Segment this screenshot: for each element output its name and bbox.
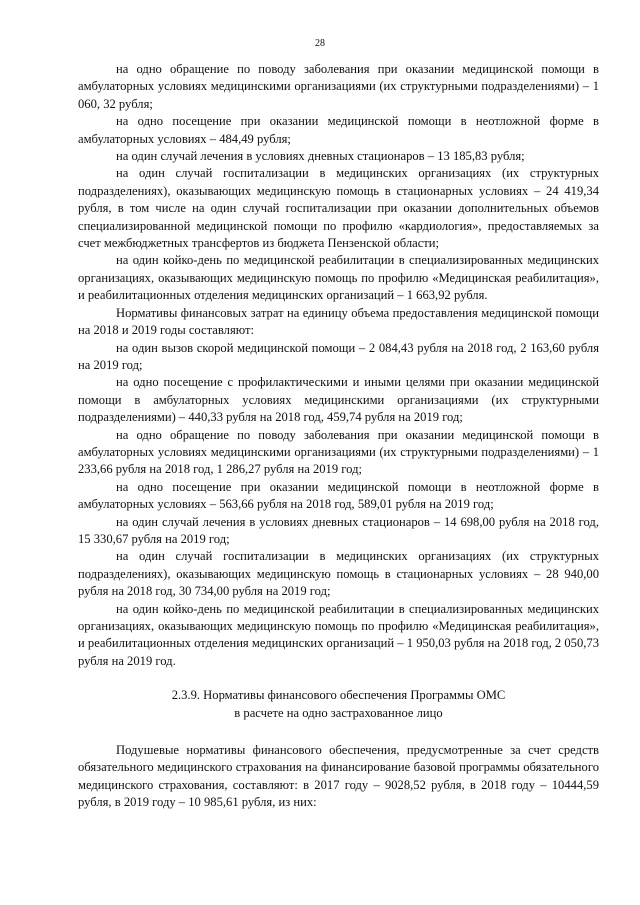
paragraph: на один случай лечения в условиях дневных стационаров – 14 698,00 рубля на 2018 год, 15 330,67 рубля на 2019 год; [78,514,599,546]
page-content [78,61,599,812]
paragraph: на один койко-день по медицинской реабилитации в специализированных медицинских организациях, оказывающих медицинскую помощь по профилю «Медицинская реабилитация», и реабилитационных отделения медицинских организаций – 1 663,92 рубля. [78,253,599,303]
paragraph: на один вызов скорой медицинской помощи – 2 084,43 рубля на 2018 год, 2 163,60 рубля на 2019 год; [78,340,599,372]
page-number: 28 [315,38,325,49]
paragraph: на одно посещение при оказании медицинской помощи в неотложной форме в амбулаторных условиях – 484,49 рубля; [78,114,599,146]
paragraph: на один случай госпитализации в медицинских организациях (их структурных подразделениях), оказывающих медицинскую помощь в стационарных условиях – 24 419,34 рубля, в том числе на один случай госпитализации при оказании дополнительных объемов специализированной медицинской помощи по профилю «кардиология», предоставляемых за счет межбюджетных трансфертов из бюджета Пензенской области; [78,166,599,251]
paragraph: на одно обращение по поводу заболевания при оказании медицинской помощи в амбулаторных условиях медицинскими организациями (их структурными подразделениями) – 1 060, 32 рубля; [78,62,599,111]
section-heading [78,687,599,722]
paragraph: на одно посещение с профилактическими и иными целями при оказании медицинской помощи в амбулаторных условиях медицинскими организациями (их структурными подразделениями) – 440,33 рубля на 2018 год, 459,74 рубля на 2019 год; [78,375,599,425]
paragraph: Нормативы финансовых затрат на единицу объема предоставления медицинской помощи на 2018 и 2019 годы составляют: [78,305,599,338]
paragraph: на один случай лечения в условиях дневных стационаров – 13 185,83 рубля; [116,149,525,164]
paragraph: на один койко-день по медицинской реабилитации в специализированных медицинских организациях, оказывающих медицинскую помощь по профилю «Медицинская реабилитация», и реабилитационных отделения медицинских организаций – 1 950,03 рубля на 2018 год, 2 050,73 рубля на 2019 год. [78,601,599,668]
paragraph: Подушевые нормативы финансового обеспечения, предусмотренные за счет средств обязательного медицинского страхования на финансирование базовой программы обязательного медицинского страхования, составляют: в 2017 году – 9028,52 рубля, в 2018 году – 10444,59 рубля, в 2019 году – 10 985,61 рубля, из них: [78,743,599,810]
paragraph: на одно обращение по поводу заболевания при оказании медицинской помощи в амбулаторных условиях медицинскими организациями (их структурными подразделениями) – 1 233,66 рубля на 2018 год, 1 286,27 рубля на 2019 год; [78,427,599,477]
section-heading-line-2: в расчете на одно застрахованное лицо [234,705,443,720]
paragraph: на один случай госпитализации в медицинских организациях (их структурных подразделениях), оказывающих медицинскую помощь в стационарных условиях – 28 940,00 рубля на 2018 год, 30 734,00 рубля на 2019 год; [78,549,599,599]
section-heading-line-1: 2.3.9. Нормативы финансового обеспечения Программы ОМС [171,688,506,703]
paragraph: на одно посещение при оказании медицинской помощи в неотложной форме в амбулаторных условиях – 563,66 рубля на 2018 год, 589,01 рубля на 2019 год; [78,479,599,512]
